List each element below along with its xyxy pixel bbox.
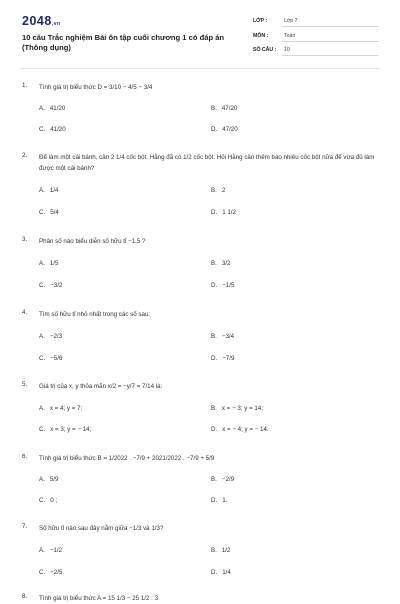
question-number: 4. [22, 309, 28, 316]
option-a[interactable]: A. 1/4 [39, 187, 59, 194]
option-b[interactable]: B. 2 [211, 187, 226, 194]
option-c[interactable]: C. −5/6 [39, 355, 63, 362]
question-text: Số hữu tỉ nào sau đây nằm giữa −1/3 và 1/3? [39, 525, 164, 532]
question-number: 8. [22, 593, 28, 600]
question-text: Tìm số hữu tỉ nhỏ nhất trong các số sau: [39, 311, 151, 318]
option-a[interactable]: A. 1/5 [39, 260, 59, 267]
option-a[interactable]: A. 41/20 [39, 105, 66, 112]
option-c[interactable]: C. 5/4 [39, 209, 59, 216]
option-c[interactable]: C. 0 ; [39, 497, 58, 504]
question-number: 3. [22, 236, 28, 243]
option-c[interactable]: C. −3/2 [39, 282, 63, 289]
option-a[interactable]: A. 5/9 [39, 476, 59, 483]
header-divider [20, 68, 380, 69]
option-d[interactable]: D. −1/5 [211, 282, 235, 289]
option-d[interactable]: D. 1/4 [211, 569, 231, 576]
option-d[interactable]: D. −7/9 [211, 355, 235, 362]
question-text: Tính giá trị biểu thức D = 3/10 − 4/5 − 3/4 [39, 84, 153, 91]
option-c[interactable]: C. x = 3; y = − 14; [39, 426, 92, 433]
option-a[interactable]: A. −2/3 [39, 333, 63, 340]
question-number: 2. [22, 152, 28, 159]
question-number: 5. [22, 381, 28, 388]
page-title: 10 câu Trắc nghiệm Bài ôn tập cuối chương 1 có đáp án (Thông dụng) [22, 33, 225, 52]
option-d[interactable]: D. 47/20 [211, 126, 238, 133]
question-number: 6. [22, 453, 28, 460]
question-number: 1. [22, 82, 28, 89]
option-b[interactable]: B. 1/2 [211, 547, 231, 554]
option-b[interactable]: B. 47/20 [211, 105, 238, 112]
question-text: Phân số nào biểu diễn số hữu tỉ −1,5 ? [39, 238, 146, 245]
option-a[interactable]: A. x = 4; y = 7; [39, 405, 83, 412]
option-d[interactable]: D. 1 1/2 [211, 209, 236, 216]
question-text: Tính giá trị biểu thức B = 1/2022 . −7/9 + 2021/2022 . −7/9 + 5/9 [39, 455, 215, 462]
quiz-page: 2048.vn 10 câu Trắc nghiệm Bài ôn tập cuối chương 1 có đáp án (Thông dụng) LỚP : Lớp 7 MÔN : Toán SỐ CÂU : 10 1. Tính giá trị biểu thức D = 3/10 − 4/5 − 3/4 A. 41/20 B. 47/20 C. 41/20 D. 47/20 2. Để làm một cái bánh, cần 2 1/4 cốc bột. Hằng đã có 1/2 cốc bột. Hỏi Hằng cần thêm bao nhiêu cốc bột nữa để vừa đủ làm được một cái bánh? A. 1/4 B. 2 C. 5/4 D. 1 1/2 3. Phân số nào biểu diễn số hữu tỉ −1,5 ? A. 1/5 B. 3/2 C. −3/2 D. −1/5 4. Tìm số hữu tỉ nhỏ nhất trong các số sau: A. −2/3 B. −3/4 C. −5/6 D. −7/9 5. Giá trị của x, y thỏa mãn x/2 = −y/7 = 7/14 là: A. x = 4; y = 7; B. x = − 3; y = 14; C. x = 3; y = − 14; D. x = − 4; y = − 14. 6. Tính giá trị biểu thức B = 1/2022 . −7/9 + 2021/2022 . −7/9 + 5/9 A. 5/9 B. −2/9 C. 0 ; D. 1. 7. Số hữu tỉ nào sau đây nằm giữa −1/3 và 1/3? A. −1/2 B. 1/2 C. −2/5 D. 1/4 8. Tính giá trị biểu thức A = 15 1/3 − 25 1/2 : 3 [0, 0, 400, 600]
question-text: Tính giá trị biểu thức A = 15 1/3 − 25 1/2 : 3 [39, 595, 159, 602]
question-text: Giá trị của x, y thỏa mãn x/2 = −y/7 = 7/14 là: [39, 383, 163, 390]
option-b[interactable]: B. −3/4 [211, 333, 235, 340]
option-b[interactable]: B. −2/9 [211, 476, 235, 483]
option-a[interactable]: A. −1/2 [39, 547, 63, 554]
option-d[interactable]: D. 1. [211, 497, 228, 504]
option-b[interactable]: B. 3/2 [211, 260, 231, 267]
option-d[interactable]: D. x = − 4; y = − 14. [211, 426, 269, 433]
option-b[interactable]: B. x = − 3; y = 14; [211, 405, 263, 412]
site-logo[interactable]: 2048.vn [22, 14, 61, 28]
option-c[interactable]: C. −2/5 [39, 569, 63, 576]
question-number: 7. [22, 523, 28, 530]
option-c[interactable]: C. 41/20 [39, 126, 66, 133]
question-text: Để làm một cái bánh, cần 2 1/4 cốc bột. Hằng đã có 1/2 cốc bột. Hỏi Hằng cần thêm bao nhiêu cốc bột nữa để vừa đủ làm được một cái bánh? [39, 154, 375, 172]
